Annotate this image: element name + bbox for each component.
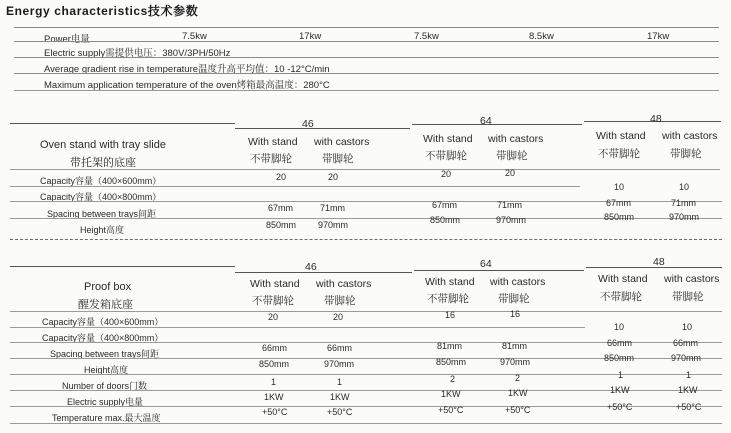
with-castors-header: with castors (488, 133, 544, 145)
divider (14, 90, 719, 91)
cell-value: 1 (686, 370, 692, 380)
with-stand-header-cn: 不带脚轮 (600, 291, 642, 303)
cell-value: 1KW (610, 385, 630, 395)
cell-value: 1KW (441, 389, 461, 399)
power-value: 17kw (647, 31, 670, 42)
cell-value: 1KW (508, 388, 528, 398)
section-divider (10, 266, 235, 267)
with-castors-header-cn: 带脚轮 (672, 291, 704, 303)
height-label: Height高度 (84, 365, 129, 375)
cell-value: 10 (679, 182, 690, 192)
cell-value: 10 (614, 182, 625, 192)
cell-value: 10 (682, 322, 693, 332)
with-stand-header-cn: 不带脚轮 (250, 153, 292, 165)
with-stand-header: With stand (423, 133, 473, 145)
cell-value: 66mm (673, 338, 699, 348)
cell-value: +50°C (505, 405, 531, 415)
cell-value: 20 (276, 172, 287, 182)
page-title: Energy characteristics技术参数 (6, 4, 199, 18)
cell-value: 970mm (500, 357, 531, 367)
capacity-600-label: Capacity容量（400×600mm） (42, 317, 164, 327)
gradient-text: Average gradient rise in temperature温度升高平均值：10 -12°C/min (44, 64, 330, 75)
divider (10, 327, 585, 328)
spacing-label: Spacing between trays间距 (47, 209, 157, 219)
temperature-label: Temperature max.最大温度 (52, 413, 161, 423)
with-castors-header: with castors (316, 278, 372, 290)
electric-supply-text: Electric supply需提供电压：380V/3PH/50Hz (44, 48, 231, 59)
cell-value: +50°C (676, 402, 702, 412)
cell-value: 67mm (268, 203, 294, 213)
cell-value: 2 (450, 374, 456, 384)
capacity-800-label: Capacity容量（400×800mm） (42, 333, 164, 343)
section-divider (235, 128, 410, 129)
with-stand-header-cn: 不带脚轮 (427, 293, 469, 305)
cell-value: +50°C (438, 405, 464, 415)
divider (10, 169, 720, 170)
cell-value: 850mm (430, 215, 461, 225)
cell-value: 81mm (437, 341, 463, 351)
oven-stand-title-cn: 带托架的底座 (70, 157, 136, 169)
cell-value: 850mm (436, 357, 467, 367)
capacity-800-label: Capacity容量（400×800mm） (40, 192, 162, 202)
dashed-divider (10, 239, 722, 240)
proof-box-title: Proof box (84, 281, 132, 293)
cell-value: 20 (333, 312, 344, 322)
cell-value: 71mm (497, 200, 523, 210)
divider (10, 186, 580, 187)
with-stand-header: With stand (425, 276, 475, 288)
cell-value: 81mm (502, 341, 528, 351)
cell-value: 970mm (669, 212, 700, 222)
size-64: 64 (480, 258, 492, 270)
cell-value: 66mm (327, 343, 353, 353)
with-stand-header: With stand (596, 130, 646, 142)
section-divider (412, 124, 582, 125)
cell-value: 1 (337, 377, 343, 387)
power-value: 7.5kw (182, 31, 207, 42)
with-castors-header: with castors (664, 273, 720, 285)
section-divider (235, 272, 412, 273)
power-value: 7.5kw (414, 31, 439, 42)
power-value: 8.5kw (529, 31, 554, 42)
power-value: 17kw (299, 31, 322, 42)
cell-value: 10 (614, 322, 625, 332)
section-divider (414, 270, 584, 271)
cell-value: 16 (510, 309, 521, 319)
cell-value: 970mm (671, 353, 702, 363)
max-temp-text: Maximum application temperature of the oven烤箱最高温度：280°C (44, 80, 330, 91)
with-castors-header-cn: 带脚轮 (498, 293, 530, 305)
cell-value: 1KW (678, 385, 698, 395)
with-castors-header-cn: 带脚轮 (324, 295, 356, 307)
capacity-600-label: Capacity容量（400×600mm） (40, 176, 162, 186)
cell-value: 67mm (606, 198, 632, 208)
cell-value: 1 (618, 370, 624, 380)
power-label: Power电量 (44, 34, 90, 45)
cell-value: 850mm (259, 359, 290, 369)
cell-value: 66mm (262, 343, 288, 353)
cell-value: 67mm (432, 200, 458, 210)
cell-value: 970mm (324, 359, 355, 369)
cell-value: 20 (441, 169, 452, 179)
with-stand-header-cn: 不带脚轮 (252, 295, 294, 307)
cell-value: 970mm (496, 215, 527, 225)
cell-value: 20 (505, 168, 516, 178)
size-48: 48 (650, 113, 662, 125)
with-stand-header: With stand (248, 136, 298, 148)
oven-stand-title: Oven stand with tray slide (40, 139, 166, 151)
electric-supply-label: Electric supply电量 (67, 397, 144, 407)
cell-value: 850mm (266, 220, 297, 230)
cell-value: 970mm (318, 220, 349, 230)
cell-value: 2 (515, 373, 521, 383)
with-castors-header: with castors (314, 136, 370, 148)
divider (10, 311, 722, 312)
cell-value: 1 (271, 377, 277, 387)
cell-value: 1KW (330, 392, 350, 402)
cell-value: +50°C (262, 407, 288, 417)
cell-value: 20 (268, 312, 279, 322)
divider (10, 423, 722, 424)
size-64: 64 (480, 115, 492, 127)
divider (10, 374, 722, 375)
with-castors-header-cn: 带脚轮 (496, 150, 528, 162)
with-castors-header: with castors (662, 130, 718, 142)
cell-value: 71mm (320, 203, 346, 213)
cell-value: 66mm (607, 338, 633, 348)
size-48: 48 (653, 256, 665, 268)
with-castors-header: with castors (490, 276, 546, 288)
with-castors-header-cn: 带脚轮 (322, 153, 354, 165)
section-divider (10, 123, 235, 124)
cell-value: 71mm (671, 198, 697, 208)
with-castors-header-cn: 带脚轮 (670, 148, 702, 160)
with-stand-header-cn: 不带脚轮 (425, 150, 467, 162)
cell-value: +50°C (607, 402, 633, 412)
cell-value: 1KW (264, 392, 284, 402)
spacing-label: Spacing between trays间距 (50, 349, 160, 359)
height-label: Height高度 (80, 225, 125, 235)
size-46: 46 (305, 261, 317, 273)
cell-value: 850mm (604, 212, 635, 222)
doors-label: Number of doors门数 (62, 381, 148, 391)
with-stand-header-cn: 不带脚轮 (598, 148, 640, 160)
cell-value: 850mm (604, 353, 635, 363)
cell-value: +50°C (327, 407, 353, 417)
cell-value: 16 (445, 310, 456, 320)
cell-value: 20 (328, 172, 339, 182)
with-stand-header: With stand (250, 278, 300, 290)
with-stand-header: With stand (598, 273, 648, 285)
proof-box-title-cn: 醒发箱底座 (78, 299, 133, 311)
size-46: 46 (302, 118, 314, 130)
